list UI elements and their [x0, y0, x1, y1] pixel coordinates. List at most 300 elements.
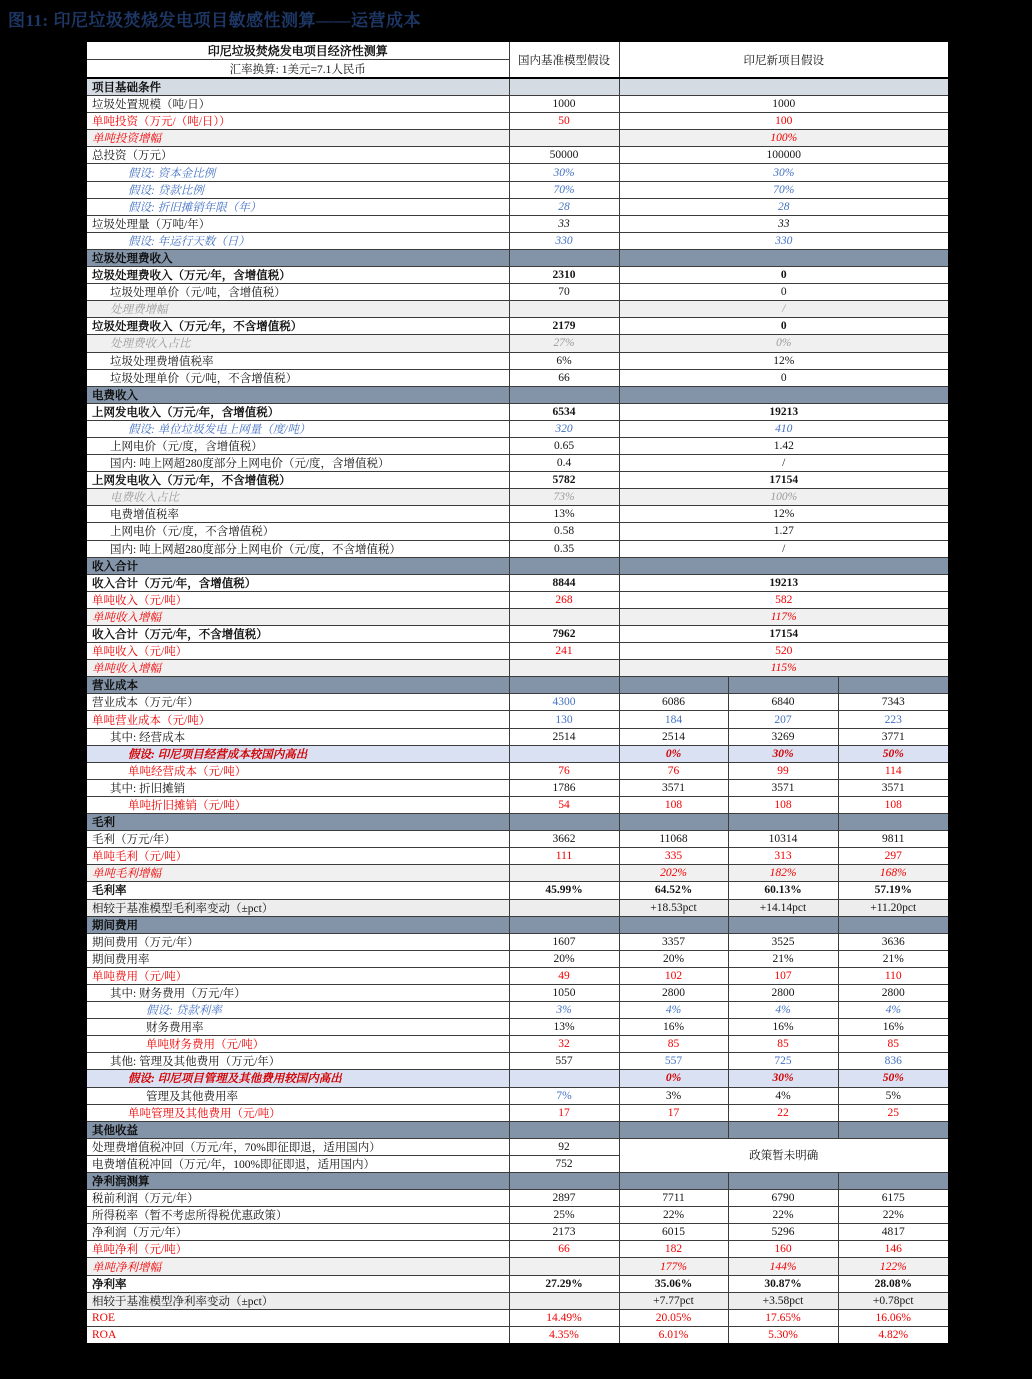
cell-value: 85 — [728, 1036, 838, 1053]
row-label: 毛利率 — [86, 882, 509, 899]
cell-value: 100% — [619, 489, 949, 506]
table-row — [86, 284, 949, 301]
cell-value: 4.35% — [509, 1326, 619, 1344]
cell-value: 5% — [838, 1087, 949, 1104]
cell-value: 14.49% — [509, 1309, 619, 1326]
cell-value — [619, 814, 728, 831]
cell-value: 5.30% — [728, 1326, 838, 1344]
row-label: 净利润测算 — [86, 1173, 509, 1190]
cell-value — [838, 1173, 949, 1190]
cell-value: 57.19% — [838, 882, 949, 899]
table-row — [86, 540, 949, 557]
column-header-indonesia-new: 印尼新项目假设 — [619, 41, 949, 78]
cell-value: 4300 — [509, 694, 619, 711]
cell-value: 3771 — [838, 728, 949, 745]
table-row — [86, 403, 949, 420]
row-label: 期间费用率 — [86, 950, 509, 967]
cell-value — [509, 608, 619, 625]
cell-value: 19213 — [619, 403, 949, 420]
row-label: 电费增值税冲回（万元/年，100%即征即退，适用国内） — [86, 1155, 509, 1172]
table-row — [86, 130, 949, 147]
cell-value: 25% — [509, 1207, 619, 1224]
cell-value: 130 — [509, 711, 619, 728]
cell-value — [619, 249, 949, 266]
cell-value — [728, 677, 838, 694]
table-row — [86, 1207, 949, 1224]
row-label: 税前利润（万元/年） — [86, 1190, 509, 1207]
table-row — [86, 1138, 949, 1155]
cell-value — [509, 1070, 619, 1087]
table-row — [86, 745, 949, 762]
cell-value: 17154 — [619, 472, 949, 489]
cell-value: 3571 — [619, 779, 728, 796]
table-row — [86, 96, 949, 113]
cell-value — [619, 78, 949, 96]
cell-value: 320 — [509, 420, 619, 437]
cell-value: 2800 — [838, 984, 949, 1001]
cell-value: 17 — [509, 1104, 619, 1121]
cell-value: 330 — [509, 232, 619, 249]
cell-value: 2800 — [728, 984, 838, 1001]
cell-value: 223 — [838, 711, 949, 728]
table-row — [86, 1292, 949, 1309]
cell-value: 64.52% — [619, 882, 728, 899]
cell-value — [619, 916, 728, 933]
cell-value: 50% — [838, 1070, 949, 1087]
cell-value: 45.99% — [509, 882, 619, 899]
cell-value: 146 — [838, 1241, 949, 1258]
table-row — [86, 164, 949, 181]
row-label: 单吨净利（元/吨） — [86, 1241, 509, 1258]
row-label: 假设: 资本金比例 — [86, 164, 509, 181]
cell-value: 5296 — [728, 1224, 838, 1241]
table-row — [86, 420, 949, 437]
cell-value: 13% — [509, 506, 619, 523]
row-label: 相较于基准模型净利率变动（±pct） — [86, 1292, 509, 1309]
table-row — [86, 1104, 949, 1121]
row-label: 单吨收入增幅 — [86, 660, 509, 677]
cell-value: 32 — [509, 1036, 619, 1053]
table-row — [86, 181, 949, 198]
table-row — [86, 318, 949, 335]
cell-value: 92 — [509, 1138, 619, 1155]
row-label: 国内: 吨上网超280度部分上网电价（元/度，不含增值税） — [86, 540, 509, 557]
cell-value: 2800 — [619, 984, 728, 1001]
cell-value: 3269 — [728, 728, 838, 745]
cell-value — [838, 814, 949, 831]
cell-value: 22% — [728, 1207, 838, 1224]
cell-value: 752 — [509, 1155, 619, 1172]
row-label: 垃圾处理费收入（万元/年，不含增值税） — [86, 318, 509, 335]
cell-value: 117% — [619, 608, 949, 625]
cell-value: 50% — [838, 745, 949, 762]
cell-value: 1050 — [509, 984, 619, 1001]
row-label: 项目基础条件 — [86, 78, 509, 96]
cell-value — [509, 557, 619, 574]
column-header-domestic-baseline: 国内基准模型假设 — [509, 41, 619, 78]
cell-value — [728, 1173, 838, 1190]
table-row — [86, 267, 949, 284]
row-label: 假设: 贷款比例 — [86, 181, 509, 198]
row-label: 垃圾处理单价（元/吨，不含增值税） — [86, 369, 509, 386]
cell-value — [509, 1121, 619, 1138]
table-row — [86, 608, 949, 625]
cell-value: 313 — [728, 848, 838, 865]
cell-value: 0.4 — [509, 455, 619, 472]
cell-value: 557 — [509, 1053, 619, 1070]
cell-value: 3636 — [838, 933, 949, 950]
cell-value: 100000 — [619, 147, 949, 164]
cell-value: 4817 — [838, 1224, 949, 1241]
header-row-1 — [86, 41, 949, 60]
cell-value — [619, 1121, 728, 1138]
cell-value: 66 — [509, 1241, 619, 1258]
row-label: 单吨毛利增幅 — [86, 865, 509, 882]
cell-value: 28 — [619, 198, 949, 215]
table-row — [86, 352, 949, 369]
sensitivity-table — [85, 40, 948, 1345]
row-label: 单吨折旧摊销（元/吨） — [86, 796, 509, 813]
cell-value — [509, 301, 619, 318]
cell-value: 12% — [619, 506, 949, 523]
cell-value: 33 — [619, 215, 949, 232]
row-label: 上网发电收入（万元/年，不含增值税） — [86, 472, 509, 489]
cell-value: 3662 — [509, 831, 619, 848]
cell-value — [838, 1121, 949, 1138]
row-label: 营业成本（万元/年） — [86, 694, 509, 711]
table-row — [86, 865, 949, 882]
cell-value: 10314 — [728, 831, 838, 848]
cell-value — [509, 814, 619, 831]
cell-value: 108 — [838, 796, 949, 813]
row-label: 营业成本 — [86, 677, 509, 694]
cell-value: 160 — [728, 1241, 838, 1258]
cell-value: 76 — [619, 762, 728, 779]
row-label: 电费收入占比 — [86, 489, 509, 506]
cell-value: 241 — [509, 643, 619, 660]
row-label: 垃圾处置规模（吨/日） — [86, 96, 509, 113]
cell-value: 7962 — [509, 626, 619, 643]
table-row — [86, 882, 949, 899]
row-label: 假设: 印尼项目管理及其他费用较国内高出 — [86, 1070, 509, 1087]
table-row — [86, 1019, 949, 1036]
cell-value: 6840 — [728, 694, 838, 711]
table-row — [86, 147, 949, 164]
table-row — [86, 762, 949, 779]
cell-value: 3571 — [728, 779, 838, 796]
cell-value — [838, 677, 949, 694]
cell-value: 202% — [619, 865, 728, 882]
cell-value: 9811 — [838, 831, 949, 848]
table-row — [86, 1258, 949, 1275]
cell-value: 16% — [728, 1019, 838, 1036]
table-row — [86, 1326, 949, 1344]
cell-value: 70 — [509, 284, 619, 301]
row-label: 其中: 经营成本 — [86, 728, 509, 745]
cell-value: 70% — [509, 181, 619, 198]
cell-value: 30% — [619, 164, 949, 181]
cell-value: 0.35 — [509, 540, 619, 557]
cell-value — [728, 814, 838, 831]
cell-value: 0 — [619, 369, 949, 386]
row-label: 假设: 年运行天数（日） — [86, 232, 509, 249]
cell-value: 4% — [619, 1002, 728, 1019]
cell-value: 5782 — [509, 472, 619, 489]
cell-value: 4.82% — [838, 1326, 949, 1344]
cell-value: 22 — [728, 1104, 838, 1121]
cell-value: 21% — [838, 950, 949, 967]
row-label: 单吨管理及其他费用（元/吨） — [86, 1104, 509, 1121]
row-label: 单吨投资增幅 — [86, 130, 509, 147]
cell-value: 2173 — [509, 1224, 619, 1241]
row-label: 所得税率（暂不考虑所得税优惠政策） — [86, 1207, 509, 1224]
cell-value: 30.87% — [728, 1275, 838, 1292]
row-label: 垃圾处理费收入（万元/年，含增值税） — [86, 267, 509, 284]
cell-value: 21% — [728, 950, 838, 967]
cell-value: 99 — [728, 762, 838, 779]
cell-value: 0.58 — [509, 523, 619, 540]
row-label: 单吨财务费用（元/吨） — [86, 1036, 509, 1053]
cell-value: 76 — [509, 762, 619, 779]
cell-value — [728, 916, 838, 933]
section-row — [86, 78, 949, 96]
table-row — [86, 933, 949, 950]
cell-value: / — [619, 455, 949, 472]
cell-value — [619, 386, 949, 403]
cell-value: 6% — [509, 352, 619, 369]
cell-value: 6015 — [619, 1224, 728, 1241]
cell-value: 25 — [838, 1104, 949, 1121]
row-label: 其中: 折旧摊销 — [86, 779, 509, 796]
cell-value: 0% — [619, 1070, 728, 1087]
cell-value: 0 — [619, 267, 949, 284]
row-label: 垃圾处理量（万吨/年） — [86, 215, 509, 232]
cell-value: 28.08% — [838, 1275, 949, 1292]
row-label: 电费收入 — [86, 386, 509, 403]
cell-value: 182% — [728, 865, 838, 882]
cell-value: 114 — [838, 762, 949, 779]
cell-value: 100% — [619, 130, 949, 147]
cell-value: 410 — [619, 420, 949, 437]
cell-value — [509, 660, 619, 677]
cell-value: 177% — [619, 1258, 728, 1275]
row-label: 单吨毛利（元/吨） — [86, 848, 509, 865]
row-label: 毛利（万元/年） — [86, 831, 509, 848]
cell-value: 0.65 — [509, 437, 619, 454]
table-row — [86, 1053, 949, 1070]
section-row — [86, 249, 949, 266]
cell-value: 0 — [619, 284, 949, 301]
cell-value: 182 — [619, 1241, 728, 1258]
cell-value: 4% — [838, 1002, 949, 1019]
section-row — [86, 386, 949, 403]
row-label: 总投资（万元） — [86, 147, 509, 164]
table-row — [86, 369, 949, 386]
cell-value: 49 — [509, 967, 619, 984]
cell-value: 2514 — [619, 728, 728, 745]
cell-value — [728, 1121, 838, 1138]
cell-value: 330 — [619, 232, 949, 249]
cell-value: 3525 — [728, 933, 838, 950]
row-label: 毛利 — [86, 814, 509, 831]
cell-value: 17.65% — [728, 1309, 838, 1326]
cell-value: 207 — [728, 711, 838, 728]
cell-value: 16.06% — [838, 1309, 949, 1326]
table-row — [86, 984, 949, 1001]
cell-value: 6790 — [728, 1190, 838, 1207]
section-row — [86, 916, 949, 933]
cell-value: 22% — [619, 1207, 728, 1224]
table-row — [86, 711, 949, 728]
cell-value: 107 — [728, 967, 838, 984]
cell-value — [509, 899, 619, 916]
row-label: 收入合计 — [86, 557, 509, 574]
section-row — [86, 1121, 949, 1138]
cell-value — [838, 916, 949, 933]
row-label: 电费增值税率 — [86, 506, 509, 523]
cell-value: 19213 — [619, 574, 949, 591]
cell-value: 7% — [509, 1087, 619, 1104]
table-row — [86, 198, 949, 215]
cell-value — [509, 745, 619, 762]
table-row — [86, 779, 949, 796]
cell-value: 6175 — [838, 1190, 949, 1207]
cell-value: 144% — [728, 1258, 838, 1275]
table-row — [86, 1036, 949, 1053]
row-label: 相较于基准模型毛利率变动（±pct） — [86, 899, 509, 916]
cell-value: 1.42 — [619, 437, 949, 454]
row-label: 收入合计（万元/年，含增值税） — [86, 574, 509, 591]
cell-value: 6534 — [509, 403, 619, 420]
row-label: 垃圾处理费收入 — [86, 249, 509, 266]
cell-value: +7.77pct — [619, 1292, 728, 1309]
cell-value: 20% — [509, 950, 619, 967]
cell-value — [509, 1258, 619, 1275]
table-row — [86, 660, 949, 677]
row-label: 假设: 单位垃圾发电上网量（度/吨） — [86, 420, 509, 437]
cell-value: 27.29% — [509, 1275, 619, 1292]
table-title: 印尼垃圾焚烧发电项目经济性测算 — [86, 41, 509, 60]
section-row — [86, 814, 949, 831]
cell-value: 3357 — [619, 933, 728, 950]
cell-value — [509, 1173, 619, 1190]
cell-value: 28 — [509, 198, 619, 215]
table-row — [86, 335, 949, 352]
cell-value: 335 — [619, 848, 728, 865]
cell-value: 4% — [728, 1087, 838, 1104]
table-row — [86, 967, 949, 984]
table-row — [86, 848, 949, 865]
cell-value: 50 — [509, 113, 619, 130]
section-row — [86, 677, 949, 694]
table-row — [86, 1087, 949, 1104]
table-row — [86, 301, 949, 318]
cell-value: 54 — [509, 796, 619, 813]
cell-value: 557 — [619, 1053, 728, 1070]
table-row — [86, 950, 949, 967]
cell-value: 7343 — [838, 694, 949, 711]
table-row — [86, 1002, 949, 1019]
cell-value: 3% — [509, 1002, 619, 1019]
cell-value: 16% — [838, 1019, 949, 1036]
cell-value: 66 — [509, 369, 619, 386]
cell-value: 11068 — [619, 831, 728, 848]
table-row — [86, 1224, 949, 1241]
row-label: 净利润（万元/年） — [86, 1224, 509, 1241]
cell-value: 85 — [619, 1036, 728, 1053]
cell-value: 725 — [728, 1053, 838, 1070]
cell-value — [509, 78, 619, 96]
cell-value: 60.13% — [728, 882, 838, 899]
cell-value: 102 — [619, 967, 728, 984]
row-label: ROE — [86, 1309, 509, 1326]
cell-value — [619, 677, 728, 694]
row-label: 单吨投资（万元/（吨/日）） — [86, 113, 509, 130]
row-label: 财务费用率 — [86, 1019, 509, 1036]
row-label: 净利率 — [86, 1275, 509, 1292]
table-row — [86, 591, 949, 608]
table-row — [86, 455, 949, 472]
row-label: 单吨经营成本（元/吨） — [86, 762, 509, 779]
cell-value: 16% — [619, 1019, 728, 1036]
row-label: 期间费用（万元/年） — [86, 933, 509, 950]
row-label: 单吨营业成本（元/吨） — [86, 711, 509, 728]
cell-value: 836 — [838, 1053, 949, 1070]
cell-value: / — [619, 301, 949, 318]
cell-value: 6086 — [619, 694, 728, 711]
cell-value: 1.27 — [619, 523, 949, 540]
row-label: 其他收益 — [86, 1121, 509, 1138]
cell-value: 20% — [619, 950, 728, 967]
cell-value — [509, 386, 619, 403]
section-row — [86, 557, 949, 574]
cell-value — [509, 916, 619, 933]
data-table — [85, 40, 950, 1345]
table-row — [86, 232, 949, 249]
row-label: 单吨收入增幅 — [86, 608, 509, 625]
row-label: 上网发电收入（万元/年，含增值税） — [86, 403, 509, 420]
table-row — [86, 1190, 949, 1207]
table-row — [86, 728, 949, 745]
row-label: 收入合计（万元/年，不含增值税） — [86, 626, 509, 643]
cell-value: 85 — [838, 1036, 949, 1053]
table-row — [86, 523, 949, 540]
table-row — [86, 626, 949, 643]
cell-value — [619, 1173, 728, 1190]
cell-value: 17154 — [619, 626, 949, 643]
row-label: 其中: 财务费用（万元/年） — [86, 984, 509, 1001]
table-header — [86, 41, 949, 78]
cell-value: 33 — [509, 215, 619, 232]
table-row — [86, 1275, 949, 1292]
cell-value: 1786 — [509, 779, 619, 796]
cell-value: 73% — [509, 489, 619, 506]
cell-value: 268 — [509, 591, 619, 608]
cell-value: +11.20pct — [838, 899, 949, 916]
row-label: ROA — [86, 1326, 509, 1344]
cell-value: 50000 — [509, 147, 619, 164]
cell-value: 184 — [619, 711, 728, 728]
row-label: 假设: 折旧摊销年限（年） — [86, 198, 509, 215]
table-row — [86, 643, 949, 660]
cell-value: +0.78pct — [838, 1292, 949, 1309]
row-label: 垃圾处理费增值税率 — [86, 352, 509, 369]
section-row — [86, 1173, 949, 1190]
table-row — [86, 1309, 949, 1326]
table-row — [86, 113, 949, 130]
cell-value: +18.53pct — [619, 899, 728, 916]
cell-value: 70% — [619, 181, 949, 198]
